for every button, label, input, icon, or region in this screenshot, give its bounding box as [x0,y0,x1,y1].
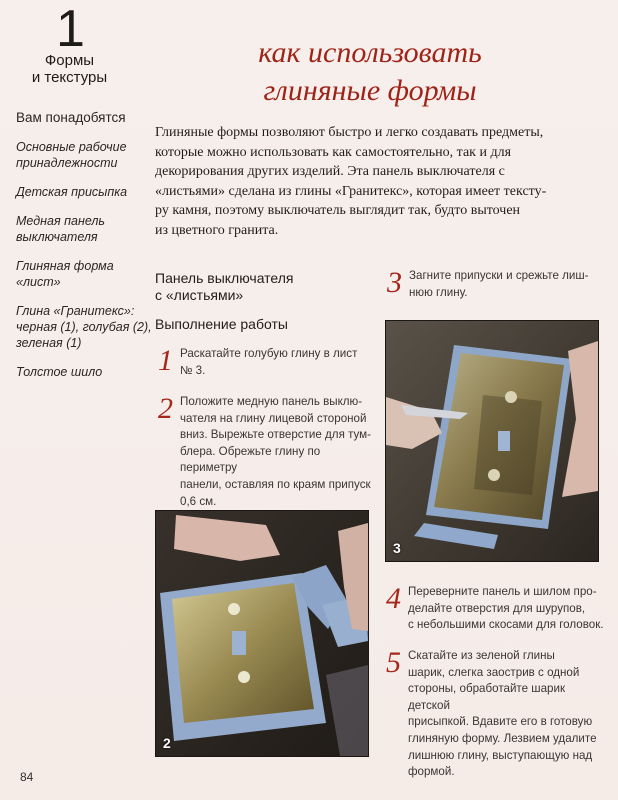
photo-step-2 [155,510,369,757]
photo-step-3 [385,320,599,562]
step-3 [387,268,597,301]
step-number: 5 [386,646,401,679]
step-number: 3 [387,266,402,299]
step-2 [158,394,378,510]
article-title: как использовать глиняные формы [258,36,482,107]
step-text: Положите медную панель выклю- чателя на глину лицевой стороной вниз. Вырежьте отверстие для тум- блера. Обрежьте глину по периметру панели, оставляя по краям припуск 0,6 см. [180,395,372,508]
material-item: Детская присыпка [16,185,128,199]
materials-sidebar [16,109,152,393]
step-text: Раскатайте голубую глину в лист № 3. [180,347,358,377]
step-number: 4 [386,582,401,615]
intro-paragraph: Глиняные формы позволяют быстро и легко создавать предметы, которые можно использовать как самостоятельно, так и для декорирования других изделий. Эта панель выключателя с «листьями» сделана из глины «Гранитекс», которая имеет тексту- ру камня, поэтому выключатель выглядит так, будто выточен из цветного гранита. [155,125,547,238]
material-item: Толстое шило [16,365,103,379]
step-1 [158,346,378,379]
photo-illustration [386,321,598,561]
chapter-number: 1 [56,0,85,58]
step-text: Скатайте из зеленой глины шарик, слегка заострив с одной стороны, обработайте шарик детской присыпкой. Вдавите его в готовую глиняную форму. Лезвием удалите лишнюю глину, выступающую над формой. [408,649,597,779]
step-5 [386,648,604,781]
step-text: Загните припуски и срежьте лиш- нюю глину. [409,269,589,299]
photo-number-label: 2 [163,735,171,751]
material-item: Медная панель выключателя [16,214,105,244]
instructions-heading: Выполнение работы [155,316,288,332]
step-4 [386,584,604,634]
material-item: Глина «Гранитекс»: черная (1), голубая (2), зеленая (1) [16,304,152,350]
step-number: 2 [158,392,173,425]
photo-illustration [156,511,368,756]
materials-heading: Вам понадобятся [16,110,126,125]
step-text: Переверните панель и шилом про- делайте отверстия для шурупов, с небольшими скосами для головок. [408,585,604,632]
chapter-title: Формы и текстуры [31,52,108,86]
page-number: 84 [20,770,34,784]
project-title: Панель выключателя с «листьями» [155,270,294,303]
material-item: Глиняная форма «лист» [16,259,114,289]
step-number: 1 [158,344,173,377]
photo-number-label: 3 [393,540,401,556]
material-item: Основные рабочие принадлежности [16,140,127,170]
